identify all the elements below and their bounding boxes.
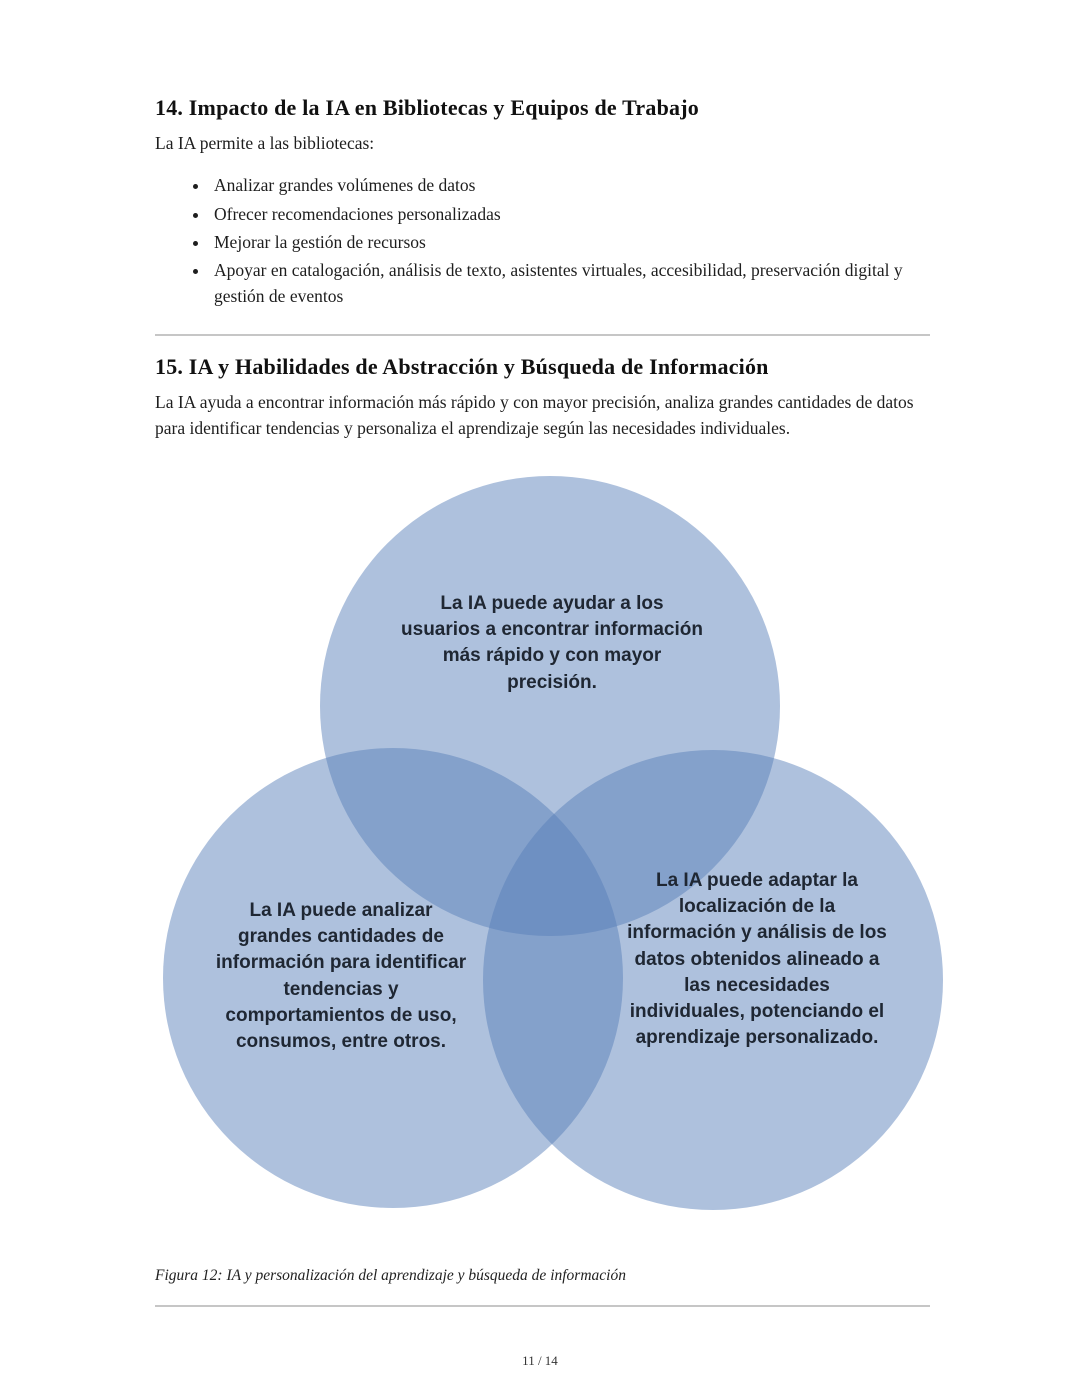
venn-label-left: La IA puede analizar grandes cantidades de información para identificar tendencias y comportamientos de uso, consumos, entre otros. [215, 900, 467, 1053]
footer-divider [155, 1305, 930, 1307]
section-divider [155, 334, 930, 336]
list-item: • Apoyar en catalogación, análisis de texto, asistentes virtuales, accesibilidad, preservación digital y gestión de eventos [210, 257, 930, 310]
section-15-body: La IA ayuda a encontrar información más rápido y con mayor precisión, analiza grandes cantidades de datos para identificar tendencias y personaliza el aprendizaje según las necesidades individuales. [155, 391, 914, 438]
venn-label-top: La IA puede ayudar a los usuarios a encontrar información más rápido y con mayor precisión. [401, 593, 703, 693]
section-15-heading: 15. IA y Habilidades de Abstracción y Búsqueda de Información [155, 353, 769, 379]
list-item: • Mejorar la gestión de recursos [210, 229, 930, 255]
page-number: 11 / 14 [522, 1353, 558, 1368]
section-15 [155, 354, 930, 1286]
venn-diagram [155, 473, 945, 1225]
venn-label-right: La IA puede adaptar la localización de la información y análisis de los datos obtenidos alineado a las necesidades individuales, potenciando el aprendizaje personalizado. [627, 870, 887, 1049]
section-14-heading: 14. Impacto de la IA en Bibliotecas y Equipos de Trabajo [155, 95, 699, 120]
section-14 [155, 95, 930, 310]
figure-caption: Figura 12: IA y personalización del aprendizaje y búsqueda de información [155, 1267, 626, 1284]
section-14-bullet-list [155, 172, 930, 309]
list-item: • Ofrecer recomendaciones personalizadas [210, 201, 930, 227]
list-item: • Analizar grandes volúmenes de datos [210, 172, 930, 198]
section-14-intro: La IA permite a las bibliotecas: [155, 133, 375, 153]
